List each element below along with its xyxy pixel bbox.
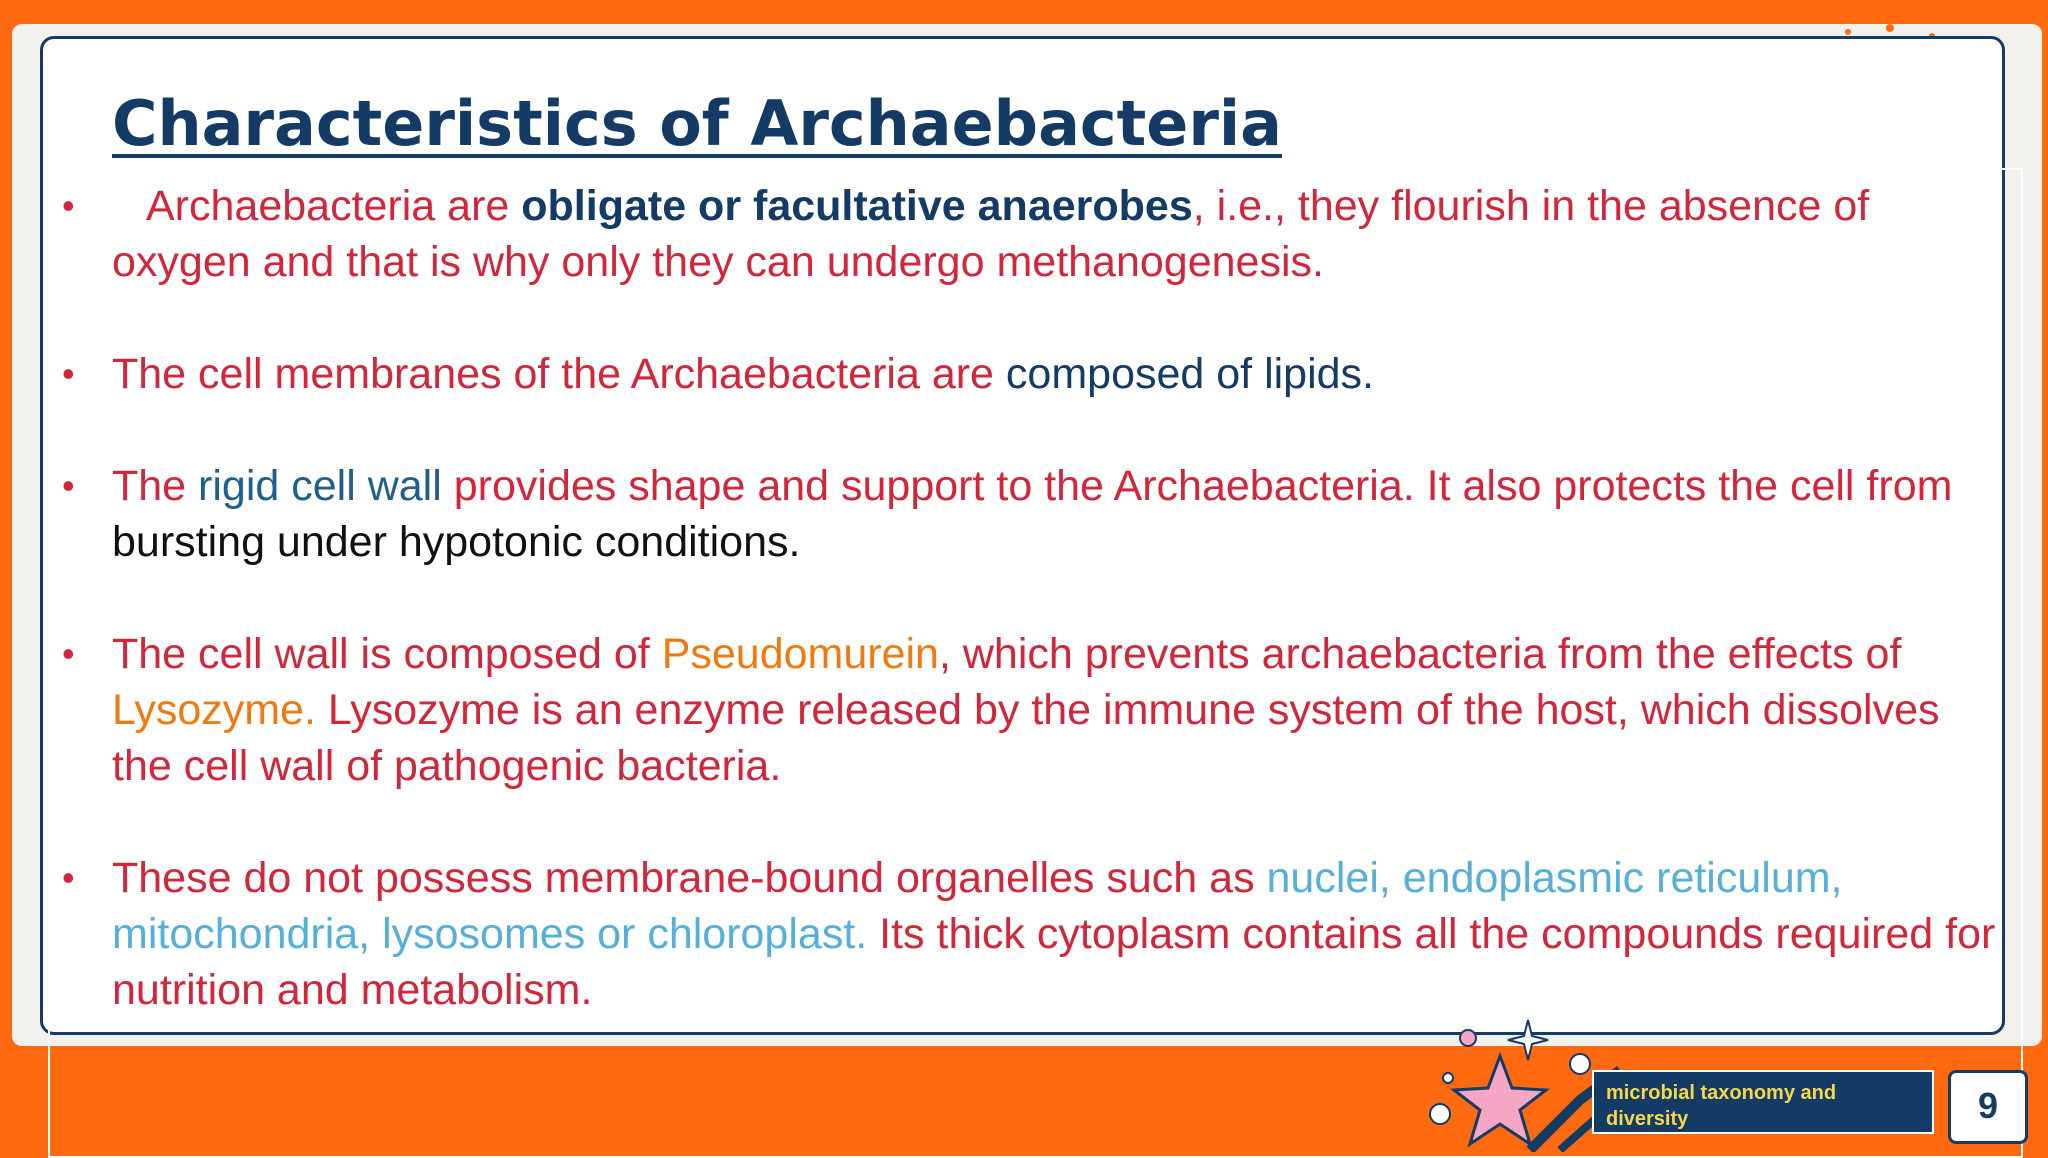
bullet-item bbox=[58, 626, 2008, 794]
bullet-text-run: , which prevents archaebacteria from the effects of bbox=[938, 630, 1902, 678]
bullet-text-run: The cell wall is composed of bbox=[112, 630, 662, 678]
bullet-text-run: obligate or facultative anaerobes bbox=[521, 182, 1193, 230]
bullet-dot: • bbox=[62, 185, 75, 226]
bullet-text-run: nuclei, endoplasmic reticulum, mitochondria, lysosomes or chloroplast. bbox=[112, 854, 1843, 958]
bullet-text-run: The bbox=[112, 462, 199, 510]
bullet-dot: • bbox=[62, 465, 75, 506]
bullet-text-run: , i.e., they flourish in the absence of oxygen and that is why only they can undergo methanogenesis. bbox=[112, 182, 1870, 286]
bullet-text-run: Pseudomurein bbox=[661, 630, 939, 678]
page-number: 9 bbox=[1948, 1070, 2028, 1144]
bullet-text-run: rigid cell wall bbox=[198, 462, 442, 510]
bullet-item bbox=[58, 850, 2008, 1018]
bullet-dot: • bbox=[62, 857, 75, 898]
bullet-item bbox=[58, 178, 2008, 290]
bullet-text-run: Lysozyme is an enzyme released by the immune system of the host, which dissolves the cell wall of pathogenic bacteria. bbox=[112, 686, 1940, 790]
slide-title: Characteristics of Archaebacteria bbox=[112, 87, 1283, 160]
bullet-item bbox=[58, 346, 2008, 402]
bullet-text-run: composed of lipids. bbox=[1005, 350, 1375, 398]
star-icon bbox=[1454, 1056, 1546, 1144]
bullet-dot: • bbox=[62, 633, 75, 674]
course-label: microbial taxonomy and diversity bbox=[1592, 1070, 1934, 1134]
bullet-text-run: bursting under hypotonic conditions. bbox=[112, 518, 801, 566]
bullet-list bbox=[58, 178, 2008, 1018]
bullet-text-run: provides shape and support to the Archaebacteria. It also protects the cell from bbox=[441, 462, 1953, 510]
bullet-text-run: These do not possess membrane-bound organelles such as bbox=[112, 854, 1267, 902]
bullet-item bbox=[58, 458, 2008, 570]
bullet-text-run: Its thick cytoplasm contains all the compounds required for nutrition and metabolism. bbox=[112, 910, 1996, 1014]
bullet-text-run: Archaebacteria are bbox=[146, 182, 522, 230]
bullet-text-run: The cell membranes of the Archaebacteria are bbox=[112, 350, 1006, 398]
bullet-text-run: Lysozyme. bbox=[112, 686, 316, 734]
bullet-dot: • bbox=[62, 353, 75, 394]
sparkle-icon bbox=[1508, 1020, 1548, 1060]
